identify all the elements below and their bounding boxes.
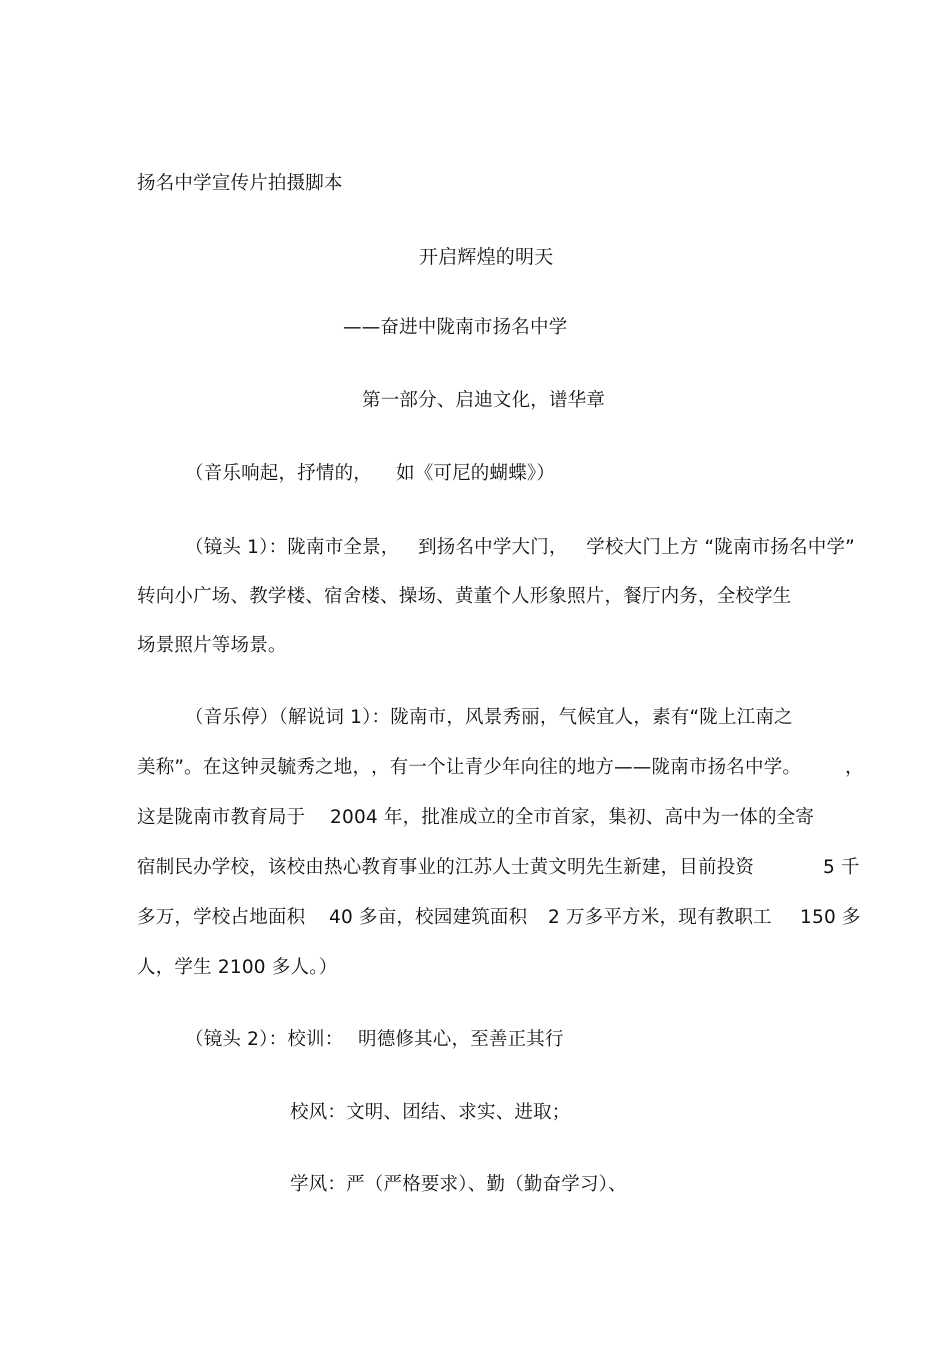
narration1-line4-b: 5 千: [823, 857, 860, 878]
music-start-a: （音乐响起，抒情的，: [185, 463, 373, 484]
school-motto: 明德修其心，至善正其行: [358, 1029, 564, 1050]
narration1-line5-a: 多万，学校占地面积: [137, 907, 306, 928]
narration1-line6: 人，学生 2100 多人。）: [137, 957, 338, 978]
shot1-line2: 转向小广场、教学楼、宿舍楼、操场、黄董个人形象照片，餐厅内务，全校学生: [137, 586, 792, 607]
school-style: 校风：文明、团结、求实、进取；: [290, 1102, 571, 1123]
part-one-heading: 第一部分、启迪文化，谱华章: [362, 390, 606, 411]
music-start-b: 如《可尼的蝴蝶》）: [396, 463, 556, 484]
study-style: 学风：严（严格要求）、勤（勤奋学习）、: [290, 1174, 627, 1195]
shot2-label: （镜头 2）：校训：: [185, 1029, 344, 1050]
script-title: 开启辉煌的明天: [419, 246, 554, 268]
shot1-line1: [185, 536, 855, 560]
shot1-line1-c: 学校大门上方 “陇南市扬名中学”: [586, 537, 855, 558]
narration1-line1: （音乐停）（解说词 1）：陇南市，风景秀丽，气候宜人，素有“陇上江南之: [185, 707, 793, 728]
shot1-line1-b: 到扬名中学大门，: [418, 537, 568, 558]
document-heading: 扬名中学宣传片拍摄脚本: [137, 173, 343, 194]
narration1-line2-a: 美称”。在这钟灵毓秀之地，: [137, 757, 372, 778]
shot1-line3: 场景照片等场景。: [137, 635, 287, 656]
narration1-line4-a: 宿制民办学校，该校由热心教育事业的江苏人士黄文明先生新建，目前投资: [137, 857, 755, 878]
narration1-line5-d: 150 多: [800, 907, 861, 928]
narration1-line5-b: 40 多亩，校园建筑面积: [329, 907, 528, 928]
narration1-line3-b: 2004 年，批准成立的全市首家，集初、高中为一体的全寄: [330, 807, 815, 828]
narration1-line3-a: 这是陇南市教育局于: [137, 807, 306, 828]
shot1-line1-a: （镜头 1）：陇南市全景，: [185, 537, 400, 558]
narration1-line5-c: 2 万多平方米，现有教职工: [548, 907, 772, 928]
narration1-line2-b: ，有一个让青少年向往的地方——陇南市扬名中学。: [371, 757, 802, 778]
script-subtitle: ——奋进中陇南市扬名中学: [343, 317, 568, 338]
narration1-line2-c: ，: [845, 757, 864, 778]
